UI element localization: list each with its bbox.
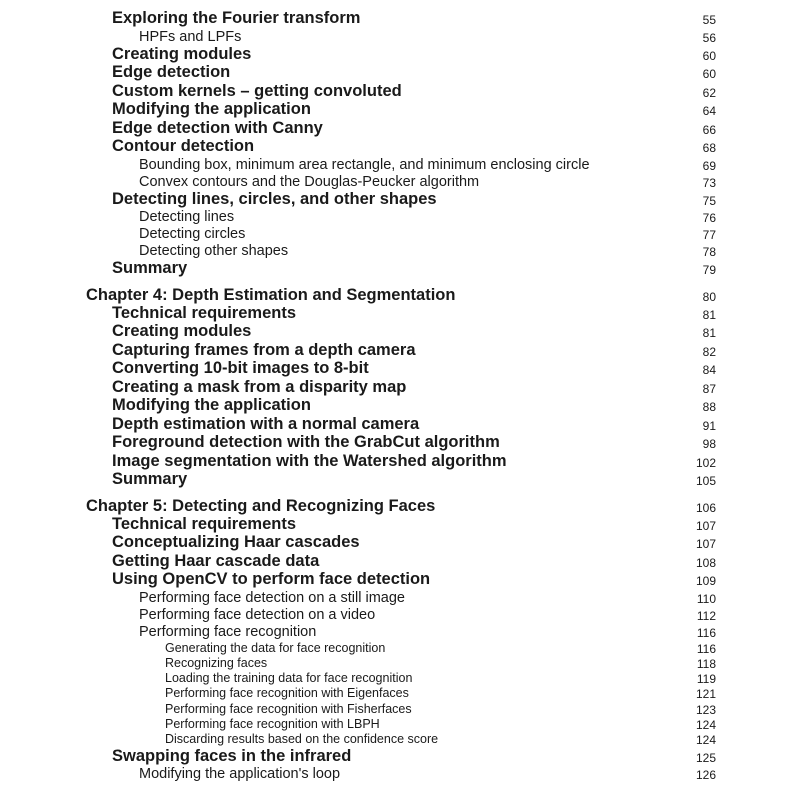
toc-entry[interactable] <box>0 100 800 119</box>
toc-entry-page-number: 81 <box>702 307 716 322</box>
toc-entry-title: Modifying the application <box>112 100 311 118</box>
toc-entry-page-number: 60 <box>702 48 716 63</box>
toc-entry[interactable] <box>0 515 800 534</box>
toc-entry[interactable] <box>0 452 800 471</box>
toc-entry-page-number: 123 <box>695 702 716 717</box>
toc-entry-title: Detecting lines <box>139 209 235 225</box>
toc-entry-title: Chapter 4: Depth Estimation and Segmentation <box>86 285 456 304</box>
toc-entry-title: Loading the training data for face recognition <box>165 671 413 686</box>
toc-entry[interactable] <box>0 359 800 378</box>
toc-entry[interactable] <box>0 119 800 138</box>
toc-entry[interactable] <box>0 28 800 45</box>
toc-entry-page-number: 75 <box>702 193 716 208</box>
toc-entry-page-number: 112 <box>696 608 716 623</box>
toc-entry-title: Performing face recognition <box>139 623 317 640</box>
toc-entry-page-number: 119 <box>696 672 716 687</box>
toc-entry[interactable] <box>0 640 800 655</box>
toc-entry-title: Performing face detection on a still image <box>139 589 405 606</box>
toc-chapter-entry[interactable] <box>0 286 800 304</box>
toc-entry-title: Contour detection <box>112 137 255 155</box>
toc-entry-title: Custom kernels – getting convoluted <box>112 81 402 100</box>
toc-entry-title: Depth estimation with a normal camera <box>112 414 420 433</box>
toc-entry-page-number: 76 <box>702 211 716 225</box>
toc-entry[interactable] <box>0 670 800 685</box>
toc-chapter-entry[interactable] <box>0 497 800 515</box>
toc-entry-page-number: 126 <box>695 768 716 783</box>
toc-entry[interactable] <box>0 570 800 589</box>
toc-entry-page-number: 78 <box>702 245 716 259</box>
toc-entry-page-number: 55 <box>702 13 716 27</box>
toc-entry[interactable] <box>0 589 800 606</box>
toc-entry-page-number: 105 <box>695 474 716 488</box>
toc-entry-title: Convex contours and the Douglas-Peucker algorithm <box>139 173 480 190</box>
toc-entry-page-number: 109 <box>695 574 716 588</box>
toc-entry-page-number: 66 <box>702 122 716 137</box>
toc-entry-title: Summary <box>112 259 188 277</box>
toc-entry-page-number: 108 <box>695 555 716 570</box>
toc-entry-title: Bounding box, minimum area rectangle, and minimum enclosing circle <box>139 156 590 173</box>
toc-entry-page-number: 80 <box>702 289 716 304</box>
toc-entry[interactable] <box>0 433 800 452</box>
toc-entry-title: Exploring the Fourier transform <box>112 9 361 27</box>
toc-entry[interactable] <box>0 685 800 700</box>
toc-entry-title: Conceptualizing Haar cascades <box>112 533 360 551</box>
toc-entry-title: Swapping faces in the infrared <box>112 746 352 765</box>
toc-entry[interactable] <box>0 45 800 64</box>
toc-entry[interactable] <box>0 173 800 190</box>
toc-entry[interactable] <box>0 655 800 670</box>
toc-entry-page-number: 91 <box>702 418 716 433</box>
toc-entry-title: Capturing frames from a depth camera <box>112 340 416 359</box>
toc-entry-page-number: 110 <box>696 591 716 606</box>
toc-entry[interactable] <box>0 415 800 434</box>
toc-entry[interactable] <box>0 208 800 225</box>
toc-entry[interactable] <box>0 341 800 360</box>
toc-entry[interactable] <box>0 716 800 731</box>
toc-entry-title: Recognizing faces <box>165 655 268 670</box>
toc-entry-page-number: 73 <box>702 175 716 190</box>
toc-entry-title: Image segmentation with the Watershed algorithm <box>112 451 507 470</box>
toc-entry-page-number: 107 <box>695 518 716 533</box>
toc-entry-page-number: 68 <box>702 141 716 155</box>
toc-entry[interactable] <box>0 396 800 415</box>
toc-entry-page-number: 107 <box>695 537 716 551</box>
toc-entry-title: Creating modules <box>112 322 252 340</box>
toc-entry[interactable] <box>0 747 800 766</box>
toc-entry[interactable] <box>0 701 800 716</box>
toc-entry-page-number: 98 <box>702 437 716 451</box>
toc-entry-title: Technical requirements <box>112 303 297 322</box>
toc-entry-page-number: 121 <box>695 687 716 702</box>
toc-entry-title: Summary <box>112 470 188 488</box>
toc-entry-title: Technical requirements <box>112 514 297 533</box>
toc-entry[interactable] <box>0 259 800 278</box>
toc-entry-title: Foreground detection with the GrabCut algorithm <box>112 433 500 451</box>
toc-entry-title: Detecting circles <box>139 226 246 242</box>
toc-entry-page-number: 64 <box>702 104 716 118</box>
toc-entry[interactable] <box>0 63 800 82</box>
toc-entry-page-number: 84 <box>702 363 716 377</box>
toc-entry-title: Creating modules <box>112 44 252 63</box>
toc-entry[interactable] <box>0 242 800 259</box>
toc-entry-title: Performing face recognition with Fisherfaces <box>165 701 412 716</box>
toc-entry[interactable] <box>0 378 800 397</box>
toc-entry-page-number: 60 <box>702 67 716 81</box>
toc-entry-title: Using OpenCV to perform face detection <box>112 570 431 588</box>
toc-entry-page-number: 102 <box>695 455 716 470</box>
toc-entry[interactable] <box>0 533 800 552</box>
toc-entry-title: Creating a mask from a disparity map <box>112 377 407 396</box>
toc-entry-title: Performing face recognition with Eigenfaces <box>165 686 409 701</box>
toc-entry-title: Modifying the application <box>112 396 311 414</box>
toc-entry-page-number: 87 <box>702 381 716 396</box>
toc-entry[interactable] <box>0 225 800 242</box>
toc-entry-page-number: 88 <box>702 400 716 414</box>
toc-entry[interactable] <box>0 304 800 323</box>
toc-entry-page-number: 124 <box>695 733 716 748</box>
toc-entry-title: Discarding results based on the confidence score <box>165 732 439 747</box>
toc-entry-title: HPFs and LPFs <box>139 28 242 45</box>
toc-entry[interactable] <box>0 623 800 640</box>
toc-entry-title: Getting Haar cascade data <box>112 551 320 570</box>
toc-entry-page-number: 81 <box>702 326 716 340</box>
toc-entry-page-number: 116 <box>696 625 716 640</box>
toc-entry-page-number: 56 <box>702 30 716 45</box>
toc-entry-title: Detecting lines, circles, and other shapes <box>112 189 437 208</box>
toc-entry-page-number: 118 <box>696 656 716 671</box>
toc-entry-page-number: 124 <box>695 717 716 732</box>
toc-entry-title: Generating the data for face recognition <box>165 640 386 655</box>
toc-entry[interactable] <box>0 322 800 341</box>
toc-entry-title: Modifying the application's loop <box>139 766 341 783</box>
toc-entry[interactable] <box>0 470 800 489</box>
toc-entry-title: Performing face detection on a video <box>139 606 376 623</box>
toc-entry[interactable] <box>0 190 800 209</box>
toc-entry[interactable] <box>0 552 800 571</box>
toc-entry[interactable] <box>0 606 800 623</box>
toc-entry-page-number: 116 <box>696 641 716 656</box>
toc-entry[interactable] <box>0 82 800 101</box>
toc-entry[interactable] <box>0 137 800 156</box>
toc-entry-page-number: 106 <box>695 500 716 515</box>
toc-entry-page-number: 69 <box>702 158 716 173</box>
toc-entry-title: Chapter 5: Detecting and Recognizing Faces <box>86 496 436 515</box>
toc-entry-page-number: 82 <box>702 344 716 359</box>
toc-entry-page-number: 125 <box>695 750 716 765</box>
toc-entry-title: Performing face recognition with LBPH <box>165 716 380 731</box>
toc-entry[interactable] <box>0 731 800 746</box>
toc-entry-page-number: 62 <box>702 85 716 100</box>
toc-entry-page-number: 79 <box>702 263 716 277</box>
toc-entry-title: Edge detection <box>112 63 231 81</box>
toc-entry-title: Edge detection with Canny <box>112 118 323 137</box>
toc-entry[interactable] <box>0 9 800 28</box>
toc-entry-title: Converting 10-bit images to 8-bit <box>112 359 369 377</box>
toc-entry[interactable] <box>0 765 800 782</box>
toc-entry-page-number: 77 <box>702 228 716 242</box>
toc-entry[interactable] <box>0 156 800 173</box>
table-of-contents <box>0 9 800 782</box>
toc-entry-title: Detecting other shapes <box>139 243 289 259</box>
